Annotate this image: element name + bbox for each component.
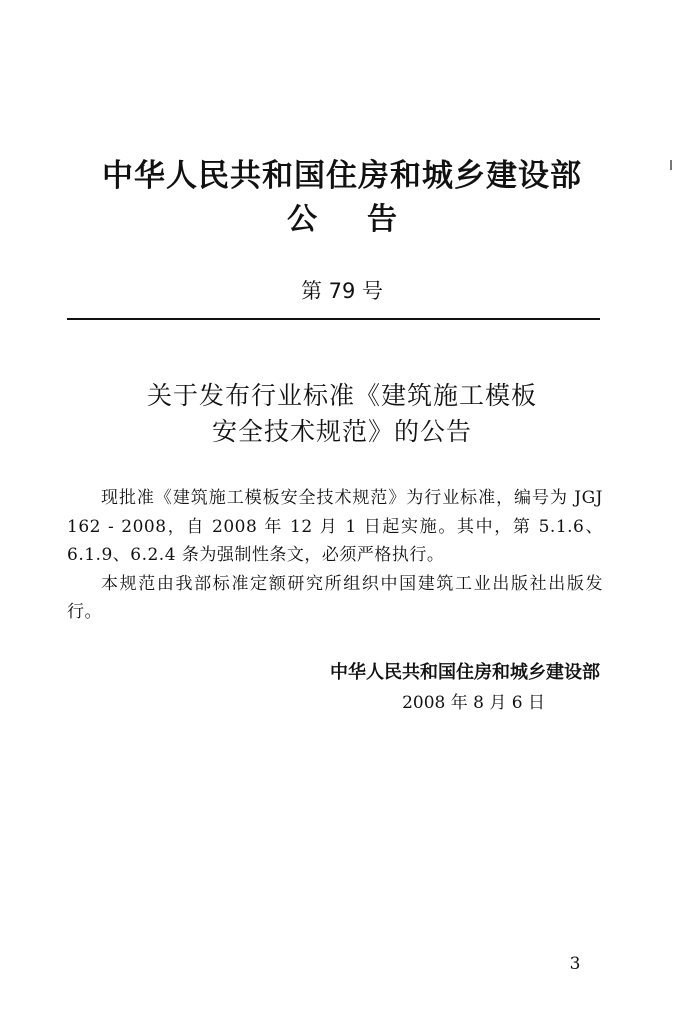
issuer-signature: 中华人民共和国住房和城乡建设部 — [330, 662, 600, 683]
subject-line-1: 关于发布行业标准《建筑施工模板 — [146, 381, 537, 410]
announcement-title: 公告 — [287, 202, 447, 237]
document-number: 第 79 号 — [300, 279, 384, 303]
subject-heading — [0, 378, 684, 450]
issue-date: 2008 年 8 月 6 日 — [402, 693, 545, 713]
page-number: 3 — [569, 954, 581, 974]
header-divider — [67, 318, 600, 320]
announcement-body — [67, 484, 603, 627]
ministry-header: 中华人民共和国住房和城乡建设部 — [102, 158, 582, 194]
body-paragraph-1: 现批准《建筑施工模板安全技术规范》为行业标准，编号为 JGJ 162 - 2008，自 2008 年 12 月 1 日起实施。其中，第 5.1.6、6.1.9、6.2.4 条为强制性条文，必须严格执行。 — [67, 488, 603, 565]
subject-line-2: 安全技术规范》的公告 — [211, 417, 472, 446]
body-paragraph-2: 本规范由我部标准定额研究所组织中国建筑工业出版社出版发行。 — [67, 573, 603, 622]
scan-artifact-mark — [670, 160, 672, 170]
